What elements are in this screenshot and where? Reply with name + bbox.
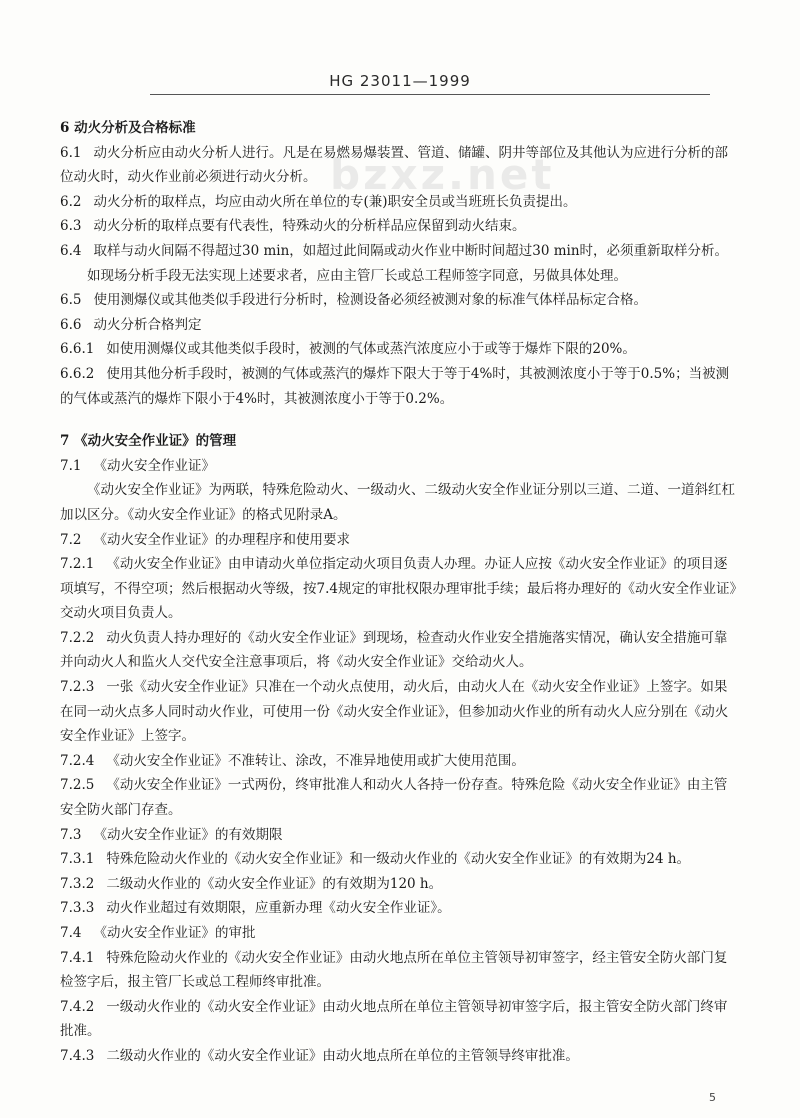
clause	[60, 214, 740, 239]
clause-number: 7.4.2	[60, 998, 95, 1015]
clause-number: 7.3	[60, 826, 82, 843]
clause	[60, 313, 740, 338]
standard-code: HG 23011—1999	[329, 72, 471, 90]
clause	[60, 141, 740, 190]
clause-number: 7.2.4	[60, 752, 95, 769]
page-number: 5	[709, 1091, 716, 1104]
paragraph: 如现场分析手段无法实现上述要求者，应由主管厂长或总工程师签字同意，另做具体处理。	[87, 267, 627, 284]
clause	[60, 823, 740, 848]
clause-number: 7.3.3	[60, 900, 95, 917]
clause-text: 一张《动火安全作业证》只准在一个动火点使用，动火后，由动火人在《动火安全作业证》上签字。如果在同一动火点多人同时动火作业，可使用一份《动火安全作业证》，但参加动火作业的所有动火人应分别在《动火安全作业证》上签字。	[60, 679, 729, 745]
clause	[60, 337, 740, 362]
clause-number: 7.3.1	[60, 851, 95, 868]
clause-text: 《动火安全作业证》的办理程序和使用要求	[93, 531, 350, 548]
clause-text: 动火分析的取样点，均应由动火所在单位的专(兼)职安全员或当班班长负责提出。	[93, 193, 577, 210]
clause-text: 《动火安全作业证》由申请动火单位指定动火项目负责人办理。办证人应按《动火安全作业证》的项目逐项填写，不得空项；然后根据动火等级，按7.4规定的审批权限办理审批手续；最后将办理好的《动火安全作业证》交动火项目负责人。	[60, 556, 737, 622]
clause-number: 7.4.3	[60, 1047, 95, 1064]
header-rule	[150, 94, 710, 95]
clause	[60, 921, 740, 946]
clause	[60, 749, 740, 774]
clause	[60, 847, 740, 872]
clause-number: 7.4	[60, 925, 82, 941]
clause-text: 二级动火作业的《动火安全作业证》由动火地点所在单位的主管领导终审批准。	[106, 1047, 579, 1064]
clause	[60, 239, 740, 264]
section-heading: 6 动火分析及合格标准	[60, 120, 196, 136]
clause-text: 《动火安全作业证》的审批	[93, 925, 256, 941]
clause-number: 7.3.2	[60, 875, 95, 892]
clause	[60, 552, 740, 626]
clause	[60, 1044, 740, 1069]
clause-text: 使用其他分析手段时，被测的气体或蒸汽的爆炸下限大于等于4%时，其被测浓度小于等于0.5%；当被测的气体或蒸汽的爆炸下限小于4%时，其被测浓度小于等于0.2%。	[60, 365, 730, 407]
clause	[60, 675, 740, 749]
clause-text: 动火负责人持办理好的《动火安全作业证》到现场，检查动火作业安全措施落实情况，确认安全措施可靠并向动火人和监火人交代安全注意事项后，将《动火安全作业证》交给动火人。	[60, 629, 728, 671]
clause	[60, 362, 740, 411]
clause-number: 6.4	[60, 242, 82, 259]
clause-number: 6.3	[60, 218, 82, 235]
clause	[60, 626, 740, 675]
page-header	[0, 72, 800, 90]
clause	[60, 896, 740, 921]
paragraph: 《动火安全作业证》为两联，特殊危险动火、一级动火、二级动火安全作业证分别以三道、二道、一道斜红杠加以区分。《动火安全作业证》的格式见附录A。	[60, 482, 735, 523]
clause-number: 6.1	[60, 144, 82, 161]
clause-text: 《动火安全作业证》	[93, 457, 215, 474]
clause-text: 《动火安全作业证》的有效期限	[93, 826, 283, 843]
clause	[60, 773, 740, 822]
clause-number: 6.5	[60, 292, 82, 309]
clause-number: 7.4.1	[60, 949, 95, 966]
clause-number: 6.2	[60, 193, 82, 210]
clause	[60, 872, 740, 897]
clause	[60, 946, 740, 995]
clause-text: 二级动火作业的《动火安全作业证》的有效期为120 h。	[106, 875, 443, 892]
clause-text: 动火作业超过有效期限，应重新办理《动火安全作业证》。	[106, 900, 451, 917]
clause-number: 7.2.1	[60, 556, 95, 573]
clause-text: 使用测爆仪或其他类似手段进行分析时，检测设备必须经被测对象的标准气体样品标定合格。	[93, 292, 647, 309]
document-body	[60, 116, 740, 1069]
watermark: bzxz.net	[330, 150, 555, 199]
clause-text: 特殊危险动火作业的《动火安全作业证》由动火地点所在单位主管领导初审签字，经主管安全防火部门复检签字后，报主管厂长或总工程师终审批准。	[60, 949, 728, 991]
clause	[60, 995, 740, 1044]
section-heading: 7 《动火安全作业证》的管理	[60, 433, 237, 450]
clause-text: 一级动火作业的《动火安全作业证》由动火地点所在单位主管领导初审签字后，报主管安全防火部门终审批准。	[60, 998, 728, 1040]
clause-text: 如使用测爆仪或其他类似手段时，被测的气体或蒸汽浓度应小于或等于爆炸下限的20%。	[106, 341, 636, 358]
clause	[60, 454, 740, 479]
clause-number: 7.2.2	[60, 629, 95, 646]
clause-number: 6.6.2	[60, 365, 95, 382]
clause-number: 7.2.5	[60, 777, 95, 794]
clause-text: 《动火安全作业证》一式两份，终审批准人和动火人各持一份存查。特殊危险《动火安全作业证》由主管安全防火部门存查。	[60, 777, 728, 819]
clause-number: 6.6.1	[60, 341, 95, 358]
clause-text: 《动火安全作业证》不准转让、涂改，不准异地使用或扩大使用范围。	[106, 752, 525, 769]
clause-number: 6.6	[60, 316, 82, 333]
clause-number: 7.2	[60, 531, 82, 548]
clause-text: 取样与动火间隔不得超过30 min，如超过此间隔或动火作业中断时间超过30 min时，必须重新取样分析。	[93, 242, 729, 259]
clause-text: 动火分析应由动火分析人进行。凡是在易燃易爆装置、管道、储罐、阴井等部位及其他认为应进行分析的部位动火时，动火作业前必须进行动火分析。	[60, 144, 728, 186]
clause	[60, 528, 740, 553]
clause	[60, 288, 740, 313]
clause	[60, 190, 740, 215]
clause-text: 动火分析的取样点要有代表性，特殊动火的分析样品应保留到动火结束。	[93, 218, 526, 235]
clause-number: 7.1	[60, 457, 82, 474]
clause-text: 动火分析合格判定	[93, 316, 202, 333]
clause-text: 特殊危险动火作业的《动火安全作业证》和一级动火作业的《动火安全作业证》的有效期为24 h。	[106, 851, 691, 868]
clause-number: 7.2.3	[60, 679, 95, 696]
